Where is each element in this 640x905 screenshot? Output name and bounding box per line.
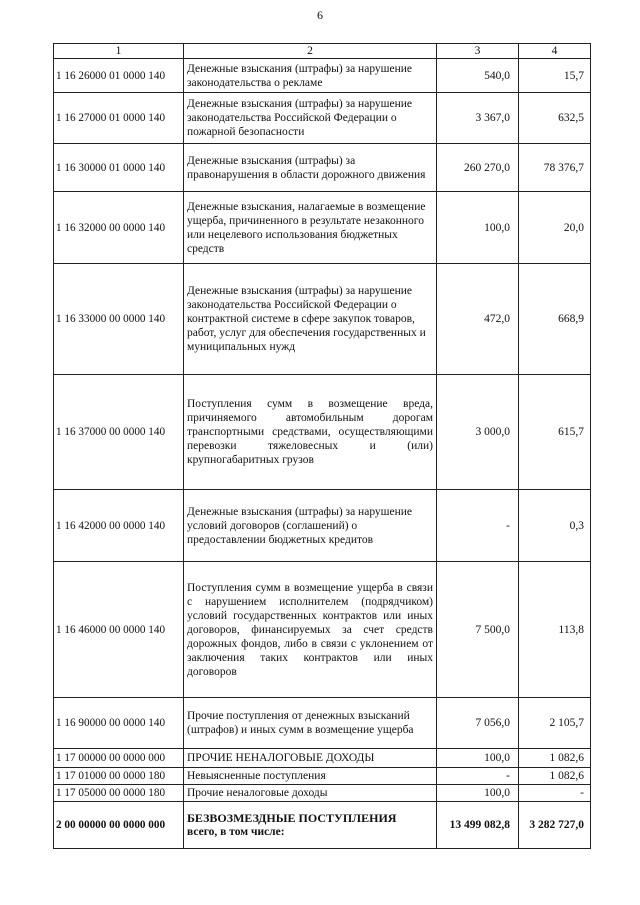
table-row [54,375,591,490]
row-name: Невыясненные поступления [184,768,437,785]
row-value-4: 2 105,7 [519,698,591,749]
row-code: 1 16 90000 00 0000 140 [54,698,184,749]
row-value-4: 113,8 [519,562,591,698]
row-name: Денежные взыскания (штрафы) за нарушение законодательства о рекламе [184,59,437,93]
header-col-2: 2 [184,44,437,59]
row-value-4: 3 282 727,0 [519,802,591,849]
row-value-4: 632,5 [519,93,591,144]
row-code: 1 16 32000 00 0000 140 [54,192,184,264]
table-row [54,93,591,144]
row-code: 1 17 05000 00 0000 180 [54,785,184,802]
row-code: 1 17 01000 00 0000 180 [54,768,184,785]
row-value-3: 3 000,0 [437,375,519,490]
row-name: Денежные взыскания (штрафы) за правонарушения в области дорожного движения [184,144,437,192]
row-name-title: БЕЗВОЗМЕЗДНЫЕ ПОСТУПЛЕНИЯ [187,811,397,825]
row-name: Денежные взыскания (штрафы) за нарушение законодательства Российской Федерации о пожарной безопасности [184,93,437,144]
row-code: 1 16 37000 00 0000 140 [54,375,184,490]
row-value-3: - [437,490,519,562]
row-name-subtitle: всего, в том числе: [187,826,285,838]
row-value-3: 472,0 [437,264,519,375]
row-name: Прочие поступления от денежных взысканий (штрафов) и иных сумм в возмещение ущерба [184,698,437,749]
table-row [54,490,591,562]
table-row [54,562,591,698]
row-value-3: 540,0 [437,59,519,93]
page-number: 6 [317,8,323,22]
revenue-table [53,43,591,849]
table-header-row [54,44,591,59]
table-row [54,785,591,802]
row-value-4: 20,0 [519,192,591,264]
row-value-3: - [437,768,519,785]
row-value-3: 100,0 [437,192,519,264]
row-code: 1 16 30000 01 0000 140 [54,144,184,192]
table-row [54,144,591,192]
row-name: Прочие неналоговые доходы [184,785,437,802]
row-code: 1 17 00000 00 0000 000 [54,749,184,768]
table-row [54,768,591,785]
table-row [54,264,591,375]
header-col-4: 4 [519,44,591,59]
row-value-3: 100,0 [437,785,519,802]
row-name: Поступления сумм в возмещение ущерба в связи с нарушением исполнителем (подрядчиком) условий государственных контрактов или иных договоров, финансируемых за счет средств дорожных фондов, либо в связи с уклонением от заключения таких контрактов или иных договоров [184,562,437,698]
table-row [54,698,591,749]
row-name: Денежные взыскания (штрафы) за нарушение законодательства Российской Федерации о контрактной системе в сфере закупок товаров, работ, услуг для обеспечения государственных и муниципальных нужд [184,264,437,375]
row-value-3: 3 367,0 [437,93,519,144]
row-name: ПРОЧИЕ НЕНАЛОГОВЫЕ ДОХОДЫ [184,749,437,768]
header-col-1: 1 [54,44,184,59]
table-row [54,192,591,264]
row-code: 1 16 46000 00 0000 140 [54,562,184,698]
row-value-4: 0,3 [519,490,591,562]
row-value-3: 7 500,0 [437,562,519,698]
row-code: 1 16 27000 01 0000 140 [54,93,184,144]
row-value-4: - [519,785,591,802]
row-name: Поступления сумм в возмещение вреда, причиняемого автомобильным дорогам транспортными средствами, осуществляющими перевозки тяжеловесных и (или) крупногабаритных грузов [184,375,437,490]
row-value-4: 78 376,7 [519,144,591,192]
row-name: Денежные взыскания, налагаемые в возмещение ущерба, причиненного в результате незаконного или нецелевого использования бюджетных средств [184,192,437,264]
row-value-3: 100,0 [437,749,519,768]
row-value-3: 260 270,0 [437,144,519,192]
table-row [54,749,591,768]
row-code: 1 16 26000 01 0000 140 [54,59,184,93]
row-value-4: 1 082,6 [519,749,591,768]
row-value-3: 7 056,0 [437,698,519,749]
table-row-total [54,802,591,849]
header-col-3: 3 [437,44,519,59]
row-code: 2 00 00000 00 0000 000 [54,802,184,849]
row-value-3: 13 499 082,8 [437,802,519,849]
row-value-4: 668,9 [519,264,591,375]
row-value-4: 15,7 [519,59,591,93]
row-name: Денежные взыскания (штрафы) за нарушение условий договоров (соглашений) о предоставлении бюджетных кредитов [184,490,437,562]
row-code: 1 16 42000 00 0000 140 [54,490,184,562]
row-value-4: 615,7 [519,375,591,490]
row-value-4: 1 082,6 [519,768,591,785]
table-row [54,59,591,93]
row-name [184,802,437,849]
row-code: 1 16 33000 00 0000 140 [54,264,184,375]
